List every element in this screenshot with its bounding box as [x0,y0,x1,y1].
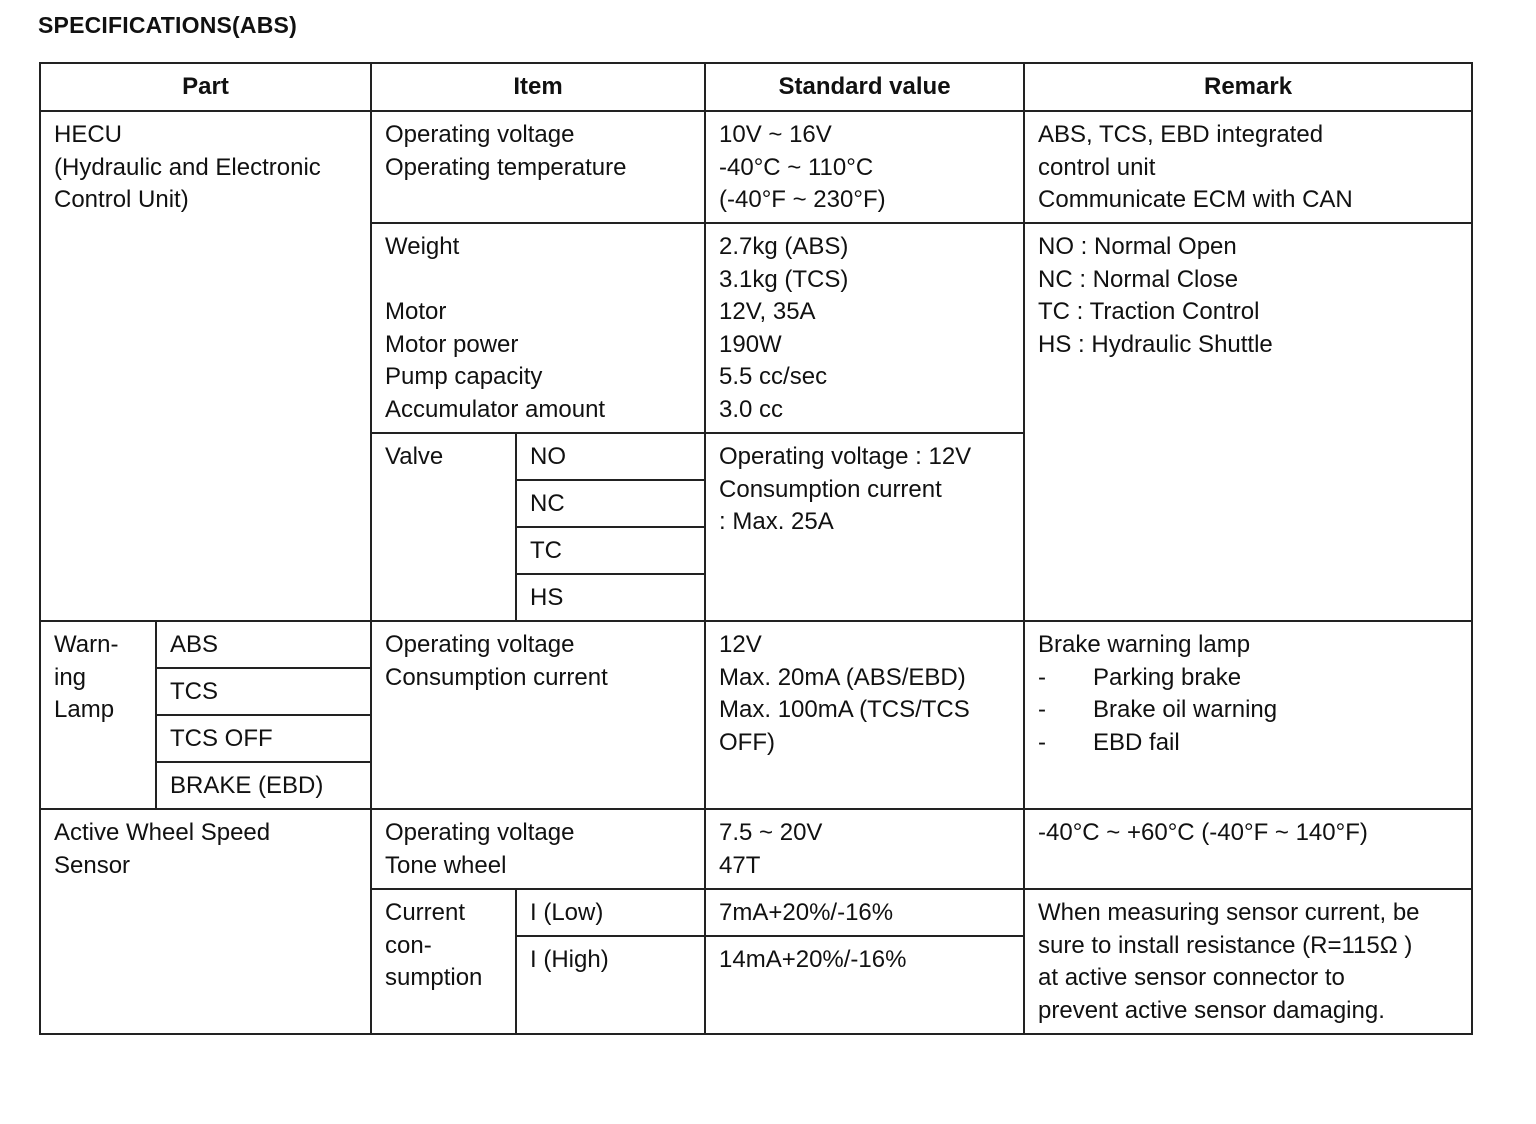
table-row [40,111,1472,223]
current-low-value-cell: 7mA+20%/-16% [705,889,1024,936]
remark-list-item: - Parking brake [1038,663,1242,691]
remark-title: Brake warning lamp [1038,631,1251,658]
warning-lamp-part-cell: Warn- ing Lamp [40,621,156,809]
header-part: Part [40,63,371,111]
abs-specifications-table [39,62,1473,1035]
hecu-part-cell: HECU (Hydraulic and Electronic Control Unit) [40,111,371,621]
current-high-label-cell: I (High) [516,936,705,1034]
hecu-weight-value-cell: 2.7kg (ABS) 3.1kg (TCS) 12V, 35A 190W 5.5 cc/sec 3.0 cc [705,223,1024,433]
wheel-sensor-part-cell: Active Wheel Speed Sensor [40,809,371,1034]
table-row [40,809,1472,889]
page-title: SPECIFICATIONS(ABS) [38,12,297,38]
warning-lamp-remark-cell [1024,621,1472,809]
valve-type-cell: NC [516,480,705,527]
valve-value-cell: Operating voltage : 12V Consumption current : Max. 25A [705,433,1024,621]
current-high-value-cell: 14mA+20%/-16% [705,936,1024,1034]
hecu-value-cell: 10V ~ 16V -40°C ~ 110°C (-40°F ~ 230°F) [705,111,1024,223]
valve-type-cell: TC [516,527,705,574]
hecu-abbreviations-cell: NO : Normal Open NC : Normal Close TC : Traction Control HS : Hydraulic Shuttle [1024,223,1472,621]
lamp-type-cell: TCS [156,668,371,715]
current-consumption-label-cell: Current con- sumption [371,889,516,1034]
lamp-type-cell: ABS [156,621,371,668]
wheel-sensor-value-cell: 7.5 ~ 20V 47T [705,809,1024,889]
hecu-item-cell: Operating voltage Operating temperature [371,111,705,223]
hecu-weight-item-cell: Weight Motor Motor power Pump capacity Accumulator amount [371,223,705,433]
header-standard-value: Standard value [705,63,1024,111]
lamp-type-cell: BRAKE (EBD) [156,762,371,809]
valve-type-cell: HS [516,574,705,621]
warning-lamp-value-cell: 12V Max. 20mA (ABS/EBD) Max. 100mA (TCS/TCS OFF) [705,621,1024,809]
hecu-remark-cell: ABS, TCS, EBD integrated control unit Communicate ECM with CAN [1024,111,1472,223]
header-row [40,63,1472,111]
wheel-sensor-item-cell: Operating voltage Tone wheel [371,809,705,889]
header-remark: Remark [1024,63,1472,111]
sensor-current-note-cell: When measuring sensor current, be sure to install resistance (R=115Ω ) at active sensor connector to prevent active sensor damaging. [1024,889,1472,1034]
remark-list-item: - Brake oil warning [1038,696,1278,723]
current-low-label-cell: I (Low) [516,889,705,936]
remark-list-item: - EBD fail [1038,728,1180,756]
warning-lamp-item-cell: Operating voltage Consumption current [371,621,705,809]
header-item: Item [371,63,705,111]
valve-type-cell: NO [516,433,705,480]
table-row [40,621,1472,668]
lamp-type-cell: TCS OFF [156,715,371,762]
valve-label-cell: Valve [371,433,516,621]
wheel-sensor-remark-cell: -40°C ~ +60°C (-40°F ~ 140°F) [1024,809,1472,889]
